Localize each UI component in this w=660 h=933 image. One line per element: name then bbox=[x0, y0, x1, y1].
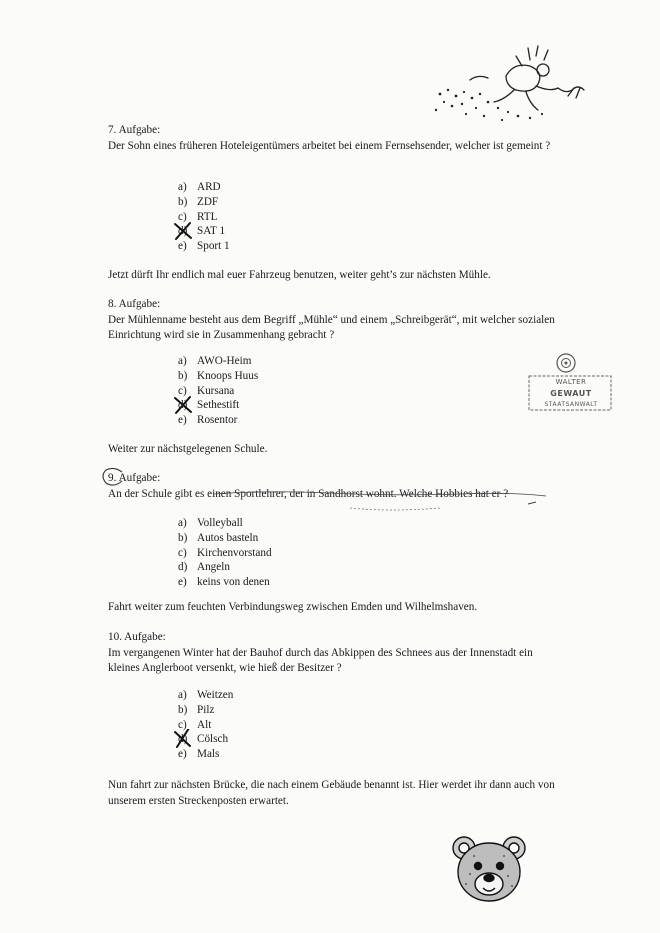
answer-options bbox=[178, 354, 258, 428]
answer-options bbox=[178, 688, 233, 762]
option-b[interactable]: b) Knoops Huus bbox=[178, 369, 259, 382]
option-b[interactable]: b) ZDF bbox=[178, 195, 219, 208]
option-c[interactable]: c) Alt bbox=[178, 718, 212, 731]
answer-options bbox=[178, 516, 272, 590]
option-c[interactable]: c) RTL bbox=[178, 210, 218, 223]
option-d[interactable]: d) Sethestift bbox=[178, 398, 258, 413]
option-d[interactable]: d) SAT 1 bbox=[178, 224, 230, 239]
option-e[interactable]: e) Mals bbox=[178, 748, 220, 761]
option-e[interactable]: e) Rosentor bbox=[178, 414, 238, 427]
question-heading: 7. Aufgabe: bbox=[108, 124, 161, 136]
stamp-line: STAATSANWALT bbox=[544, 401, 598, 408]
transition-text: Nun fahrt zur nächsten Brücke, die nach einem Gebäude benannt ist. Hier werdet ihr dann auch von unserem ersten Streckenposten erwartet. bbox=[108, 779, 555, 807]
option-e[interactable]: e) Sport 1 bbox=[178, 240, 230, 253]
pen-scribble-icon bbox=[210, 488, 550, 514]
question-text: Der Sohn eines früheren Hoteleigentümers arbeitet bei einem Fernsehsender, welcher ist gemeint ? bbox=[108, 139, 551, 152]
option-a[interactable]: a) Weitzen bbox=[178, 689, 234, 701]
question-text: An der Schule gibt es einen Sportlehrer, der in Sandhorst wohnt. Welche Hobbies hat er ? bbox=[108, 487, 509, 500]
teddy-bear-icon bbox=[450, 832, 528, 906]
official-stamp bbox=[525, 352, 617, 418]
question-text: Im vergangenen Winter hat der Bauhof durch das Abkippen des Schnees aus der Innenstadt ein kleines Anglerboot versenkt, wie hieß der Besitzer ? bbox=[108, 646, 533, 675]
option-a[interactable]: a) Volleyball bbox=[178, 517, 243, 529]
question-10 bbox=[108, 630, 558, 677]
question-7 bbox=[108, 123, 558, 154]
transition-text: Fahrt weiter zum feuchten Verbindungsweg zwischen Emden und Wilhelmshaven. bbox=[108, 601, 478, 613]
question-heading: 9. Aufgabe: bbox=[108, 472, 161, 484]
transition-text: Weiter zur nächstgelegenen Schule. bbox=[108, 443, 268, 455]
transition-text: Jetzt dürft Ihr endlich mal euer Fahrzeug benutzen, weiter geht’s zur nächsten Mühle. bbox=[108, 269, 491, 281]
stamp-line: GEWAUT bbox=[550, 389, 592, 398]
question-heading: 8. Aufgabe: bbox=[108, 298, 161, 310]
stamp-line: WALTER bbox=[555, 378, 587, 386]
question-text: Der Mühlenname besteht aus dem Begriff „Mühle“ und einem „Schreibgerät“, mit welcher sozialen Einrichtung wird sie in Zusammenhang gebracht ? bbox=[108, 313, 555, 342]
runner-doodle-icon bbox=[418, 36, 594, 132]
answer-options bbox=[178, 180, 230, 254]
option-b[interactable]: b) Autos basteln bbox=[178, 531, 259, 544]
option-a[interactable]: a) ARD bbox=[178, 181, 221, 193]
option-a[interactable]: a) AWO-Heim bbox=[178, 355, 252, 367]
seal-icon bbox=[555, 352, 577, 374]
option-c[interactable]: c) Kursana bbox=[178, 384, 235, 397]
option-e[interactable]: e) keins von denen bbox=[178, 576, 270, 589]
question-heading: 10. Aufgabe: bbox=[108, 631, 166, 643]
option-d[interactable]: d) Angeln bbox=[178, 561, 230, 574]
question-8 bbox=[108, 297, 558, 344]
option-b[interactable]: b) Pilz bbox=[178, 703, 215, 716]
option-c[interactable]: c) Kirchenvorstand bbox=[178, 546, 272, 559]
option-d[interactable]: d) Cölsch bbox=[178, 732, 233, 747]
